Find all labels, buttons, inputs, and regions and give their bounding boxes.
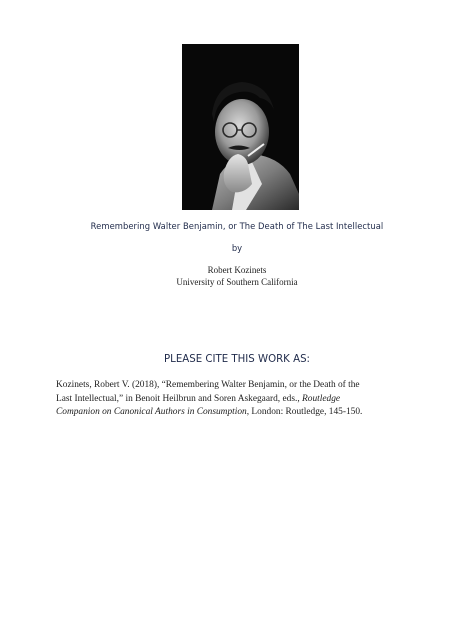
author-name: Robert Kozinets xyxy=(207,265,267,275)
citation-text xyxy=(56,379,376,420)
citation-book-title: Routledge Companion on Canonical Authors in Consumption xyxy=(56,393,341,417)
byline-by: by xyxy=(231,243,243,253)
cite-heading: PLEASE CITE THIS WORK AS: xyxy=(164,354,310,365)
author-affiliation: University of Southern California xyxy=(176,277,298,287)
citation-part-1: Kozinets, Robert V. (2018), “Remembering Walter Benjamin, or the Death of the Last Intellectual,” in Benoit Heilbrun and Soren Askegaard, eds., xyxy=(56,380,360,404)
citation-part-2: , London: Routledge, 145-150. xyxy=(246,407,363,417)
author-block xyxy=(0,264,474,288)
portrait-photo xyxy=(182,44,299,210)
document-title: Remembering Walter Benjamin, or The Death of The Last Intellectual xyxy=(90,221,384,231)
